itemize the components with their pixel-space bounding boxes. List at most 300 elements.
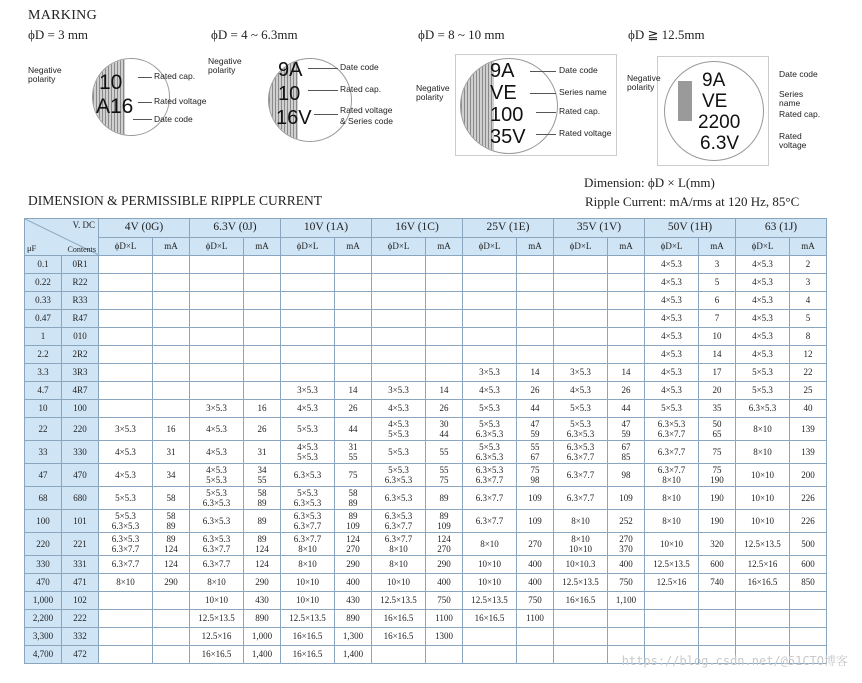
ripple-cell: 14 [335,382,372,400]
dimension-cell [281,364,335,382]
ripple-cell: 35 [699,400,736,418]
ripple-cell: 320 [699,533,736,556]
dimension-cell: 16×16.5 [372,610,426,628]
dimension-cell: 8×10 [736,441,790,464]
capacitance-cell: 470 [25,574,62,592]
dimension-cell: 6.3×7.7 [463,510,517,533]
ripple-cell: 30 44 [426,418,463,441]
ripple-cell: 10 [699,328,736,346]
ripple-cell [608,292,645,310]
dimension-cell [463,346,517,364]
dimension-cell [463,628,517,646]
dimension-cell: 8×10 [645,487,699,510]
ripple-cell: 124 [244,556,281,574]
ripple-cell [153,364,190,382]
dimension-cell: 5×5.3 [736,364,790,382]
dimension-cell: 5×5.3 [463,400,517,418]
ripple-cell: 58 89 [244,487,281,510]
ripple-cell: 890 [335,610,372,628]
mark-line: 9A [278,59,303,81]
ripple-cell [153,274,190,292]
marking-diagram-8-10mm [455,54,617,156]
ripple-cell: 75 [699,441,736,464]
dimension-cell: 6.3×7.7 [645,441,699,464]
ripple-cell: 1,400 [244,646,281,664]
dimension-cell: 4×5.3 5×5.3 [190,464,244,487]
ripple-cell: 1300 [426,628,463,646]
ripple-cell: 26 [335,400,372,418]
ripple-cell: 400 [426,574,463,592]
dimension-cell: 6.3×5.3 6.3×7.7 [99,533,153,556]
dimension-cell [99,346,153,364]
mark-line: VE [490,82,517,104]
table-row [25,346,827,364]
ripple-cell [790,592,827,610]
dimension-cell [99,292,153,310]
capacitance-cell: 220 [25,533,62,556]
dimension-cell: 4×5.3 [463,382,517,400]
voltage-header: 10V (1A) [281,219,372,238]
mark-line: A16 [96,95,134,118]
ripple-cell: 44 [335,418,372,441]
dimension-cell: 3×5.3 [372,382,426,400]
ripple-cell: 3 [790,274,827,292]
ripple-cell [608,346,645,364]
dimension-cell [372,256,426,274]
ripple-cell [517,274,554,292]
ripple-cell: 124 270 [335,533,372,556]
code-cell: 470 [62,464,99,487]
dimension-cell [99,364,153,382]
dimension-cell [372,274,426,292]
dimension-cell: 6.3×5.3 [372,487,426,510]
dimension-cell: 6.3×7.7 [554,487,608,510]
callout-label: Rated voltage [340,105,393,115]
ripple-cell: 890 [244,610,281,628]
dimension-cell: 4×5.3 [645,292,699,310]
ripple-cell [153,610,190,628]
dimension-cell [736,592,790,610]
neg-polarity-label: Negative polarity [28,65,62,85]
ripple-cell [608,310,645,328]
capacitance-cell: 4.7 [25,382,62,400]
dimension-cell: 5×5.3 [372,441,426,464]
table-row [25,441,827,464]
code-cell: 680 [62,487,99,510]
ripple-cell: 75 98 [517,464,554,487]
code-cell: 221 [62,533,99,556]
code-cell: 3R3 [62,364,99,382]
ripple-cell: 252 [608,510,645,533]
ripple-cell [517,346,554,364]
dimension-cell: 6.3×5.3 [281,464,335,487]
ripple-cell [608,256,645,274]
ripple-cell: 75 190 [699,464,736,487]
table-corner [25,219,99,256]
neg-polarity-label: Negative polarity [208,56,242,76]
ripple-cell: 55 [426,441,463,464]
ripple-cell: 31 [153,441,190,464]
ripple-cell: 109 [608,487,645,510]
ripple-cell [426,292,463,310]
dimension-cell: 10×10 [463,556,517,574]
ripple-cell: 139 [790,441,827,464]
dimension-cell: 6.3×5.3 [736,400,790,418]
ripple-cell: 600 [699,556,736,574]
table-row [25,364,827,382]
dimension-cell [463,646,517,664]
dimension-cell [736,610,790,628]
ripple-cell: 89 [426,487,463,510]
callout-label: Rated voltage [779,131,807,151]
ma-subheader: mA [335,238,372,256]
size-heading-8-10mm: ϕD = 8 ~ 10 mm [418,27,505,42]
dimension-cell [99,328,153,346]
dimension-cell: 3×5.3 [281,382,335,400]
ripple-cell: 430 [244,592,281,610]
dimension-cell [645,592,699,610]
callout-label: Rated voltage [559,128,612,138]
dimension-cell [736,628,790,646]
ripple-cell: 1,400 [335,646,372,664]
dimension-cell: 16×16.5 [463,610,517,628]
ripple-cell: 750 [426,592,463,610]
dimension-cell: 4×5.3 [99,464,153,487]
capacitance-cell: 4,700 [25,646,62,664]
marking-diagram-12mm [657,56,769,166]
ripple-cell [153,400,190,418]
dimension-cell: 12.5×16 [736,556,790,574]
dimension-cell: 10×10 [281,592,335,610]
dimension-cell: 4×5.3 5×5.3 [281,441,335,464]
ripple-cell: 14 [426,382,463,400]
dimension-cell: 5×5.3 [645,400,699,418]
capacitance-cell: 2.2 [25,346,62,364]
table-row [25,556,827,574]
ripple-cell [699,610,736,628]
capacitance-cell: 3.3 [25,364,62,382]
dimension-cell: 4×5.3 [99,441,153,464]
voltage-header: 63 (1J) [736,219,827,238]
ripple-cell [790,610,827,628]
code-cell: 102 [62,592,99,610]
dimension-cell: 4×5.3 [190,418,244,441]
ma-subheader: mA [699,238,736,256]
neg-polarity-label: Negative polarity [627,73,661,93]
voltage-header: 25V (1E) [463,219,554,238]
table-row [25,464,827,487]
dimension-cell [281,328,335,346]
mark-line: 10 [278,83,301,105]
dimension-cell [554,256,608,274]
ripple-cell: 31 [244,441,281,464]
dimension-cell [281,292,335,310]
capacitance-cell: 330 [25,556,62,574]
ripple-cell [426,364,463,382]
dim-subheader: ϕD×L [281,238,335,256]
ripple-cell: 139 [790,418,827,441]
dimension-cell: 6.3×5.3 6.3×7.7 [281,510,335,533]
ripple-cell: 34 [153,464,190,487]
code-cell: 471 [62,574,99,592]
dimension-cell [281,310,335,328]
dimension-cell: 4×5.3 [736,346,790,364]
code-cell: 220 [62,418,99,441]
dimension-cell: 4×5.3 [554,382,608,400]
ripple-cell: 14 [608,364,645,382]
ripple-cell: 740 [699,574,736,592]
ripple-cell: 290 [244,574,281,592]
dimension-cell [281,346,335,364]
ripple-cell [790,628,827,646]
dimension-cell: 6.3×5.3 6.3×7.7 [372,510,426,533]
code-cell: R33 [62,292,99,310]
ripple-cell: 58 89 [153,510,190,533]
mark-line: 2200 [698,112,741,133]
dim-subheader: ϕD×L [645,238,699,256]
dimension-cell: 16×16.5 [281,646,335,664]
mark-line: 100 [490,104,524,126]
dimension-cell [372,364,426,382]
dimension-cell: 6.3×7.7 8×10 [281,533,335,556]
ma-subheader: mA [426,238,463,256]
ripple-cell [517,256,554,274]
ripple-cell [699,628,736,646]
ripple-cell: 190 [699,487,736,510]
ripple-cell: 34 55 [244,464,281,487]
dimension-cell: 6.3×5.3 6.3×7.7 [645,418,699,441]
ripple-note: Ripple Current: mA/rms at 120 Hz, 85°C [585,194,800,209]
ripple-cell: 22 [790,364,827,382]
ripple-cell [699,592,736,610]
dimension-cell: 12.5×13.5 [645,556,699,574]
ripple-cell: 270 [517,533,554,556]
dimension-cell [99,646,153,664]
code-cell: 332 [62,628,99,646]
dimension-cell [463,274,517,292]
dimension-cell: 12.5×13.5 [736,533,790,556]
mark-line: 16V [276,107,312,129]
dimension-cell [99,274,153,292]
ripple-cell: 1,100 [608,592,645,610]
ripple-cell [335,328,372,346]
table-row [25,274,827,292]
dimension-cell: 4×5.3 [645,346,699,364]
ripple-cell: 1,300 [335,628,372,646]
dimension-cell: 5×5.3 6.3×5.3 [190,487,244,510]
ripple-cell: 8 [790,328,827,346]
ripple-cell: 500 [790,533,827,556]
dimension-cell [554,646,608,664]
dimension-cell: 8×10 [645,510,699,533]
ripple-cell: 14 [699,346,736,364]
code-cell: 330 [62,441,99,464]
ripple-cell [517,328,554,346]
dimension-cell: 10×10 [281,574,335,592]
marking-diagram-3mm [28,52,207,140]
ma-subheader: mA [153,238,190,256]
dimension-cell [190,274,244,292]
dimension-cell: 4×5.3 [736,328,790,346]
size-heading-3mm: ϕD = 3 mm [28,27,89,42]
ripple-cell [244,292,281,310]
ripple-cell: 75 [335,464,372,487]
watermark: https://blog.csdn.net/@51CTO博客 [621,654,848,668]
ripple-cell: 190 [699,510,736,533]
size-heading-4-6mm: ϕD = 4 ~ 6.3mm [211,27,298,42]
dimension-cell: 12.5×16 [190,628,244,646]
dimension-cell: 5×5.3 [736,382,790,400]
callout-label: & Series code [340,116,393,126]
marking-diagram-4-6mm [208,52,404,142]
ripple-cell: 290 [335,556,372,574]
ripple-cell [335,364,372,382]
mark-line: 9A [490,60,515,82]
ripple-cell: 5 [699,274,736,292]
code-cell: 222 [62,610,99,628]
callout-label: Date code [559,65,598,75]
ripple-cell [517,310,554,328]
dimension-cell: 6.3×5.3 6.3×7.7 [190,533,244,556]
capacitance-cell: 0.1 [25,256,62,274]
dimension-cell [554,310,608,328]
ripple-cell [244,256,281,274]
ripple-cell: 5 [790,310,827,328]
dimension-cell: 10×10 [372,574,426,592]
ma-subheader: mA [608,238,645,256]
ripple-cell: 850 [790,574,827,592]
ripple-cell [244,346,281,364]
dimension-cell: 4×5.3 [645,364,699,382]
dimension-cell [554,346,608,364]
ripple-cell: 400 [608,556,645,574]
dimension-cell [463,328,517,346]
ripple-cell [517,628,554,646]
mark-line: 35V [490,126,526,148]
dimension-cell [645,628,699,646]
table-row [25,487,827,510]
dimension-cell: 6.3×7.7 [554,464,608,487]
callout-label: Rated cap. [559,106,601,116]
ripple-current-table [24,218,827,664]
dimension-cell: 3×5.3 [99,418,153,441]
dimension-cell: 3×5.3 [190,400,244,418]
dimension-cell: 10×10 [190,592,244,610]
dimension-cell [372,646,426,664]
dimension-cell: 5×5.3 6.3×5.3 [554,418,608,441]
dimension-cell: 5×5.3 6.3×5.3 [463,441,517,464]
dimension-cell: 16×16.5 [190,646,244,664]
capacitance-cell: 0.33 [25,292,62,310]
voltage-header: 35V (1V) [554,219,645,238]
ripple-cell [335,346,372,364]
ripple-cell [335,274,372,292]
ripple-cell [244,364,281,382]
ripple-cell [153,328,190,346]
dimension-cell: 12.5×13.5 [281,610,335,628]
dimension-cell [190,310,244,328]
callout-label: Series name [559,87,607,97]
ripple-cell: 16 [244,400,281,418]
dimension-cell [190,292,244,310]
ripple-cell: 600 [790,556,827,574]
code-cell: 2R2 [62,346,99,364]
dimension-cell: 10×10.3 [554,556,608,574]
dimension-note: Dimension: ϕD × L(mm) [584,175,715,190]
ripple-cell: 3 [699,256,736,274]
ripple-cell [244,274,281,292]
ripple-cell: 26 [517,382,554,400]
dimension-cell [372,328,426,346]
code-cell: R22 [62,274,99,292]
callout-label: Rated voltage [154,96,207,106]
dimension-cell: 5×5.3 6.3×5.3 [281,487,335,510]
code-cell: 101 [62,510,99,533]
ripple-cell: 17 [699,364,736,382]
dimension-cell: 12.5×13.5 [372,592,426,610]
dimension-cell: 8×10 [372,556,426,574]
dimension-cell: 3×5.3 [554,364,608,382]
dimension-cell: 8×10 [736,418,790,441]
dimension-cell: 4×5.3 [736,274,790,292]
ripple-cell: 1,000 [244,628,281,646]
dimension-cell [99,310,153,328]
code-cell: 472 [62,646,99,664]
ripple-cell [426,256,463,274]
capacitance-cell: 68 [25,487,62,510]
dimension-cell: 12.5×13.5 [554,574,608,592]
ripple-cell: 400 [335,574,372,592]
ripple-cell [517,646,554,664]
ripple-cell: 98 [608,464,645,487]
table-row [25,256,827,274]
dimension-cell: 4×5.3 [736,292,790,310]
ripple-cell: 124 270 [426,533,463,556]
ripple-cell [608,628,645,646]
ripple-cell: 2 [790,256,827,274]
mark-line: VE [702,91,728,112]
dim-subheader: ϕD×L [463,238,517,256]
code-cell: 0R1 [62,256,99,274]
ripple-cell: 7 [699,310,736,328]
dimension-cell [372,346,426,364]
dimension-cell [554,628,608,646]
dimension-cell: 6.3×5.3 6.3×7.7 [463,464,517,487]
dimension-cell [554,292,608,310]
dim-subheader: ϕD×L [736,238,790,256]
dimension-cell [645,610,699,628]
corner-vdc-label: V. DC [72,220,95,230]
table-row [25,592,827,610]
ripple-cell: 25 [790,382,827,400]
capacitance-cell: 0.22 [25,274,62,292]
ripple-cell: 16 [153,418,190,441]
neg-polarity-label: Negative polarity [416,83,450,103]
dimension-cell: 16×16.5 [281,628,335,646]
section-title: DIMENSION & PERMISSIBLE RIPPLE CURRENT [28,193,323,208]
ripple-cell [335,256,372,274]
dimension-cell: 8×10 [463,533,517,556]
voltage-header: 50V (1H) [645,219,736,238]
table-row [25,328,827,346]
capacitance-cell: 2,200 [25,610,62,628]
dimension-cell [190,328,244,346]
ripple-cell: 750 [608,574,645,592]
ripple-cell: 14 [517,364,554,382]
dimension-cell: 4×5.3 [645,310,699,328]
dimension-cell: 12.5×16 [645,574,699,592]
capacitance-cell: 47 [25,464,62,487]
